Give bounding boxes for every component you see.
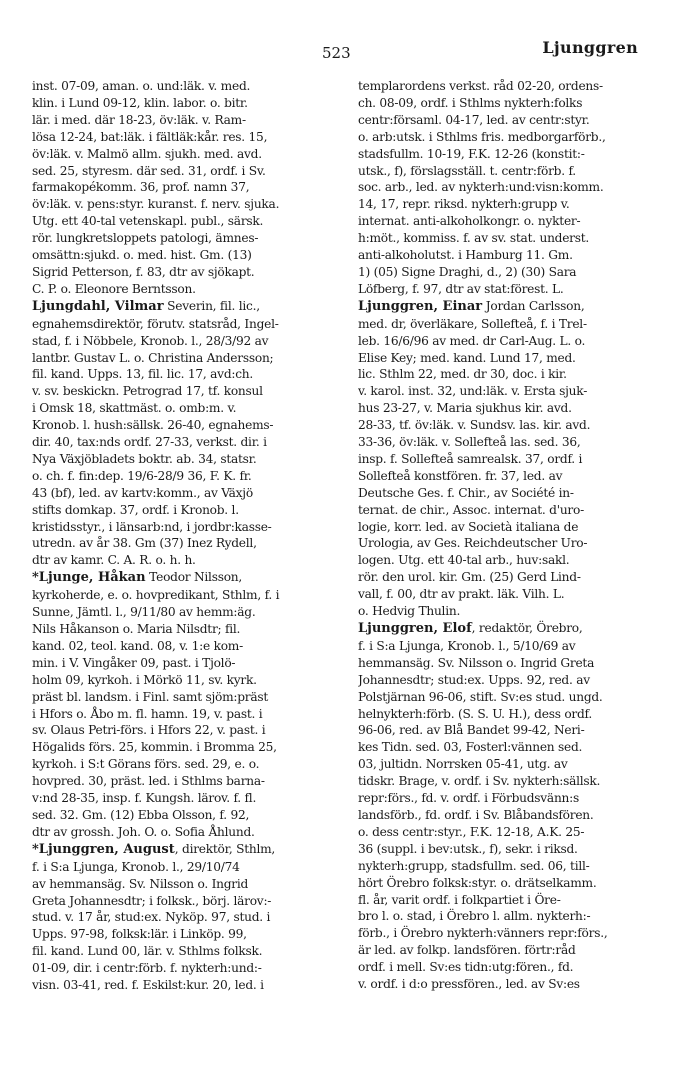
text-line: hovpred. 30, präst. led. i Sthlms barna-: [32, 774, 265, 789]
text-line: Upps. 97-98, folksk:lär. i Linköp. 99,: [32, 927, 247, 942]
text-line: Nya Växjöbladets boktr. ab. 34, statsr.: [32, 451, 257, 466]
text-line: f. i S:a Ljunga, Kronob. l., 29/10/74: [32, 859, 240, 874]
text-line: 43 (bf), led. av kartv:komm., av Växjö: [32, 485, 253, 500]
text-line: v:nd 28-35, insp. f. Kungsh. lärov. f. fl.: [32, 791, 257, 806]
text-line: templarordens verkst. råd 02-20, ordens-: [358, 79, 603, 93]
text-line: Utg. ett 40-tal vetenskapl. publ., särsk.: [32, 214, 264, 229]
text-line: visn. 03-41, red. f. Eskilst:kur. 20, led. i: [32, 978, 264, 993]
text-line: kand. 02, teol. kand. 08, v. 1:e kom-: [32, 638, 243, 653]
text-line: utredn. av år 38. Gm (37) Inez Rydell,: [32, 536, 257, 551]
text-line: o. arb:utsk. i Sthlms fris. medborgarförb.,: [358, 129, 606, 144]
text-line: Deutsche Ges. f. Chir., av Société in-: [358, 485, 574, 500]
text-line: Urologia, av Ges. Reichdeutscher Uro-: [358, 536, 588, 551]
page-number: 523: [322, 44, 351, 62]
entry-headword: *Ljunge, Håkan: [32, 570, 146, 586]
text-line: Johannesdtr; stud:ex. Upps. 92, red. av: [358, 672, 590, 687]
text-line: holm 09, kyrkoh. i Mörkö 11, sv. kyrk.: [32, 672, 257, 687]
text-line: farmakopékomm. 36, prof. namn 37,: [32, 180, 250, 195]
text-line: f. i S:a Ljunga, Kronob. l., 5/10/69 av: [358, 638, 576, 653]
entry-headword: Ljunggren, Elof: [358, 621, 472, 636]
text-line: 03, jultidn. Norrsken 05-41, utg. av: [358, 757, 568, 772]
text-line: 96-06, red. av Blå Bandet 99-42, Neri-: [358, 723, 585, 738]
entry-headword: Ljungdahl, Vilmar: [32, 298, 164, 314]
text-line: fl. år, varit ordf. i folkpartiet i Öre-: [358, 892, 561, 907]
text-line: dir. 40, tax:nds ordf. 27-33, verkst. dir. i: [32, 435, 267, 450]
text-line: Löfberg, f. 97, dtr av stat:förest. L.: [358, 281, 564, 296]
text-line: soc. arb., led. av nykterh:und:visn:komm.: [358, 180, 604, 195]
text-line: öv:läk. v. pens:styr. kuranst. f. nerv. sjuka.: [32, 197, 280, 212]
text-line: förb., i Örebro nykterh:vänners repr:förs.,: [358, 926, 608, 941]
text-line: stad, f. i Nöbbele, Kronob. l., 28/3/92 av: [32, 333, 269, 348]
text-line: landsförb., fd. ordf. i Sv. Blåbandsfören.: [358, 807, 594, 822]
text-line: insp. f. Sollefteå samrealsk. 37, ordf. i: [358, 451, 583, 466]
text-line: h:möt., kommiss. f. av sv. stat. underst.: [358, 231, 590, 246]
text-line: ordf. i mell. Sv:es tidn:utg:fören., fd.: [358, 960, 574, 975]
text-line: präst bl. landsm. i Finl. samt sjöm:präst: [32, 689, 269, 704]
text-line: stud. v. 17 år, stud:ex. Nyköp. 97, stud. i: [32, 910, 271, 925]
text-line: inst. 07-09, aman. o. und:läk. v. med.: [32, 79, 251, 93]
text-line: o. Hedvig Thulin.: [358, 604, 461, 619]
text-line: v. karol. inst. 32, und:läk. v. Ersta sjuk-: [358, 384, 588, 399]
text-line: hört Örebro folksk:styr. o. drätselkamm.: [358, 875, 597, 890]
entry-headword: Ljunggren, Einar: [358, 298, 483, 314]
text-line: hemmansäg. Sv. Nilsson o. Ingrid Greta: [358, 655, 595, 670]
text-line: klin. i Lund 09-12, klin. labor. o. bitr.: [32, 95, 248, 110]
text-line: *Ljunge, Håkan Teodor Nilsson,: [32, 570, 243, 586]
text-line: centr:församl. 04-17, led. av centr:styr.: [358, 112, 590, 127]
text-line: är led. av folkp. landsfören. förtr:råd: [358, 943, 576, 958]
entry-headword: *Ljunggren, August: [32, 841, 175, 857]
text-line: egnahemsdirektör, förutv. statsråd, Ingel-: [32, 316, 279, 331]
text-line: C. P. o. Eleonore Berntsson.: [32, 281, 196, 296]
text-line: i Omsk 18, skattmäst. o. omb:m. v.: [32, 401, 237, 416]
text-line: öv:läk. v. Malmö allm. sjukh. med. avd.: [32, 146, 262, 161]
text-line: Nils Håkanson o. Maria Nilsdtr; fil.: [32, 622, 241, 636]
right-text-column: [358, 78, 658, 993]
text-line: stadsfullm. 10-19, F.K. 12-26 (konstit:-: [358, 146, 585, 161]
text-line: 01-09, dir. i centr:förb. f. nykterh:und:-: [32, 961, 262, 976]
text-line: 14, 17, repr. riksd. nykterh:grupp v.: [358, 197, 570, 212]
text-line: Elise Key; med. kand. Lund 17, med.: [358, 350, 576, 365]
text-line: Sollefteå konstfören. fr. 37, led. av: [358, 468, 563, 483]
text-line: v. sv. beskickn. Petrograd 17, tf. konsul: [32, 384, 263, 399]
text-line: Ljungdahl, Vilmar Severin, fil. lic.,: [32, 298, 260, 314]
text-line: lic. Sthlm 22, med. dr 30, doc. i kir.: [358, 367, 567, 382]
text-line: av hemmansäg. Sv. Nilsson o. Ingrid: [32, 876, 249, 891]
text-line: Polstjärnan 96-06, stift. Sv:es stud. ungd.: [358, 689, 603, 704]
text-line: rör. den urol. kir. Gm. (25) Gerd Lind-: [358, 570, 581, 585]
text-line: i Hfors o. Åbo m. fl. hamn. 19, v. past. i: [32, 706, 263, 721]
text-line: min. i V. Vingåker 09, past. i Tjolö-: [32, 655, 236, 670]
text-line: 1) (05) Signe Draghi, d., 2) (30) Sara: [358, 264, 577, 279]
text-line: anti-alkoholutst. i Hamburg 11. Gm.: [358, 248, 573, 263]
text-line: nykterh:grupp, stadsfullm. sed. 06, till-: [358, 858, 590, 873]
text-line: fil. kand. Upps. 13, fil. lic. 17, avd:ch.: [32, 367, 254, 382]
text-line: kes Tidn. sed. 03, Fosterl:vännen sed.: [358, 740, 583, 755]
text-line: dtr av grossh. Joh. O. o. Sofia Åhlund.: [32, 824, 255, 839]
text-line: lär. i med. där 18-23, öv:läk. v. Ram-: [32, 112, 246, 127]
text-line: o. dess centr:styr., F.K. 12-18, A.K. 25-: [358, 824, 585, 839]
text-line: lösa 12-24, bat:läk. i fältläk:kår. res. 15,: [32, 129, 268, 144]
text-line: rör. lungkretsloppets patologi, ämnes-: [32, 231, 259, 246]
text-line: lantbr. Gustav L. o. Christina Andersson;: [32, 350, 274, 365]
text-line: tidskr. Brage, v. ordf. i Sv. nykterh:sällsk.: [358, 774, 601, 789]
text-line: logen. Utg. ett 40-tal arb., huv:sakl.: [358, 553, 570, 568]
text-line: dtr av kamr. C. A. R. o. h. h.: [32, 553, 196, 568]
text-line: bro l. o. stad, i Örebro l. allm. nykterh:-: [358, 909, 591, 924]
text-line: Högalids förs. 25, kommin. i Bromma 25,: [32, 740, 277, 755]
text-line: internat. anti-alkoholkongr. o. nykter-: [358, 214, 581, 229]
text-line: o. ch. f. fin:dep. 19/6-28/9 36, F. K. fr.: [32, 468, 252, 483]
text-line: 36 (suppl. i bev:utsk., f), sekr. i riksd.: [358, 841, 578, 856]
text-line: sed. 25, styresm. där sed. 31, ordf. i Sv.: [32, 163, 266, 178]
text-line: sed. 32. Gm. (12) Ebba Olsson, f. 92,: [32, 807, 250, 822]
text-line: kristidsstyr., i länsarb:nd, i jordbr:kasse-: [32, 519, 272, 534]
text-line: leb. 16/6/96 av med. dr Carl-Aug. L. o.: [358, 333, 586, 348]
text-line: repr:förs., fd. v. ordf. i Förbudsvänn:s: [358, 791, 580, 806]
text-line: vall, f. 00, dtr av prakt. läk. Vilh. L.: [358, 587, 565, 602]
text-line: kyrkoh. i S:t Görans förs. sed. 29, e. o.: [32, 757, 260, 772]
text-line: v. ordf. i d:o pressfören., led. av Sv:es: [358, 977, 580, 992]
text-line: stifts domkap. 37, ordf. i Kronob. l.: [32, 502, 239, 517]
text-line: 33-36, öv:läk. v. Sollefteå las. sed. 36,: [358, 435, 581, 450]
text-line: Ljunggren, Einar Jordan Carlsson,: [358, 298, 585, 314]
text-line: kyrkoherde, e. o. hovpredikant, Sthlm, f. i: [32, 588, 280, 603]
running-head: Ljunggren: [542, 38, 638, 57]
text-line: Ljunggren, Elof, redaktör, Örebro,: [358, 621, 583, 636]
text-line: *Ljunggren, August, direktör, Sthlm,: [32, 841, 276, 857]
text-line: sv. Olaus Petri-förs. i Hfors 22, v. past. i: [32, 723, 266, 738]
text-line: ch. 08-09, ordf. i Sthlms nykterh:folks: [358, 95, 583, 110]
text-line: utsk., f), förslagsställ. t. centr:förb. f.: [358, 163, 576, 178]
text-line: omsättn:sjukd. o. med. hist. Gm. (13): [32, 248, 252, 263]
text-line: fil. kand. Lund 00, lär. v. Sthlms folksk.: [32, 944, 263, 959]
text-line: med. dr, överläkare, Sollefteå, f. i Trel-: [358, 316, 587, 331]
left-text-column: [32, 78, 342, 994]
text-line: helnykterh:förb. (S. S. U. H.), dess ordf.: [358, 706, 592, 721]
text-line: Greta Johannesdtr; i folksk., börj. lärov:-: [32, 893, 272, 908]
text-line: hus 23-27, v. Maria sjukhus kir. avd.: [358, 401, 572, 416]
text-line: logie, korr. led. av Società italiana de: [358, 519, 579, 534]
text-line: Sunne, Jämtl. l., 9/11/80 av hemm:äg.: [32, 605, 256, 620]
text-line: 28-33, tf. öv:läk. v. Sundsv. las. kir. avd.: [358, 418, 591, 433]
text-line: Kronob. l. hush:sällsk. 26-40, egnahems-: [32, 418, 274, 433]
text-line: Sigrid Petterson, f. 83, dtr av sjökapt.: [32, 264, 255, 279]
text-line: ternat. de chir., Assoc. internat. d'uro-: [358, 502, 584, 517]
